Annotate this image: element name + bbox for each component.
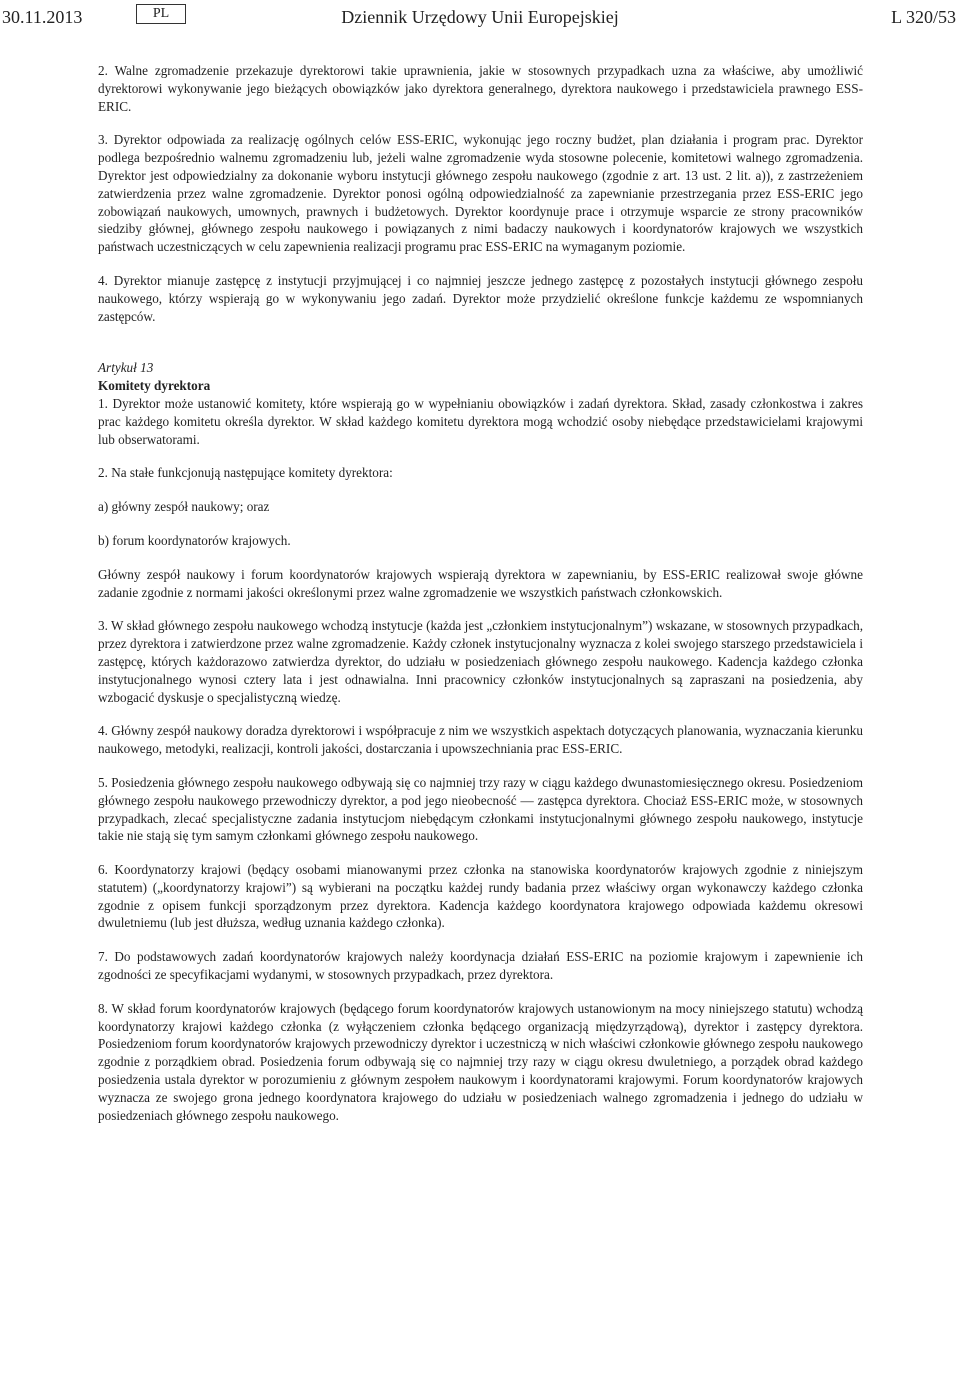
- paragraph-4: 4. Dyrektor mianuje zastępcę z instytucji przyjmującej i co najmniej jeszcze jednego zastępcę z pozostałych instytucji głównego zespołu naukowego, którzy wspierają go w wykonywaniu jego zadań. Dyrektor może przydzielić określone funkcje każdemu ze wspomnianych zastępców.: [98, 272, 863, 324]
- publication-date: 30.11.2013: [2, 7, 83, 27]
- article-title: Komitety dyrektora: [98, 378, 211, 394]
- article-paragraph-5: 5. Posiedzenia głównego zespołu naukowego odbywają się co najmniej trzy razy w ciągu każdego dwunastomiesięcznego okresu. Posiedzeniom głównego zespołu naukowego przewodniczy dyrektor, a pod jego nieobecność — zastępca dyrektora. Chociaż ESS-ERIC może, w stosownych przypadkach, zlecać specjalistyczne zadania instytucjom niebędącym członkami instytucjonalnymi głównego zespołu naukowego, instytucje takie nie stają się tym samym członkami głównego zespołu naukowego.: [98, 774, 863, 844]
- document-body: [98, 62, 863, 1124]
- article-paragraph-8: 8. W skład forum koordynatorów krajowych (będącego forum koordynatorów krajowych ustanowionym na mocy niniejszego statutu) wchodzą koordynatorzy krajowi każdego członka (z wyłączeniem członka będącego organizacją międzyrządową), dyrektor i zastępcy dyrektora. Posiedzeniom forum koordynatorów krajowych przewodniczy dyrektor i uczestniczą w nich właściwi członkowie głównego zespołu naukowego zgodnie z porządkiem obrad. Posiedzenia forum odbywają się co najmniej trzy razy w ciągu okresu dwuletniego, a porządek obrad każdego posiedzenia ustala dyrektor w porozumieniu z głównym zespołem naukowym i koordynatorami krajowymi. Forum koordynatorów krajowych wyznacza ze swojego grona jednego koordynatora krajowego do udziału w posiedzeniach walnego zgromadzenia i jednego do udziału w posiedzeniach głównego zespołu naukowego.: [98, 1000, 863, 1123]
- paragraph-2: 2. Walne zgromadzenie przekazuje dyrektorowi takie uprawnienia, jakie w stosownych przypadkach uzna za właściwe, aby umożliwić dyrektorowi wykonywanie jego bieżących obowiązków jako dyrektora generalnego, dyrektora naukowego i przedstawiciela prawnego ESS-ERIC.: [98, 63, 863, 114]
- article-paragraph-4: 4. Główny zespół naukowy doradza dyrektorowi i współpracuje z nim we wszystkich aspektach dotyczących planowania, wyznaczania kierunku naukowego, metodyki, realizacji, kontroli jakości, dostarczania i upowszechniania prac ESS-ERIC.: [98, 723, 863, 757]
- paragraph-3: 3. Dyrektor odpowiada za realizację ogólnych celów ESS-ERIC, wykonując jego roczny budżet, plan działania i program prac. Dyrektor podlega bezpośrednio walnemu zgromadzeniu lub, jeżeli walne zgromadzenie wyda stosowne polecenie, komitetowi walnego zgromadzenia. Dyrektor jest odpowiedzialny za dokonanie wyboru instytucji głównego zespołu naukowego (zgodnie z art. 13 ust. 2 lit. a)), z zastrzeżeniem zatwierdzenia przez walne zgromadzenie. Dyrektor ponosi ogólną odpowiedzialność za zapewnianie przestrzegania przez ESS-ERIC jego zobowiązań naukowych, umownych, prawnych i budżetowych. Dyrektor koordynuje prace i otrzymuje wsparcie ze strony pracowników siedziby głównej, głównego zespołu naukowego i powiązanych z nimi badaczy naukowych i koordynatorów krajowych we wszystkich państwach uczestniczących w celu zapewnienia realizacji programu prac ESS-ERIC na wymaganym poziomie.: [98, 132, 863, 255]
- list-item-b: b) forum koordynatorów krajowych.: [98, 532, 291, 548]
- page-header: [0, 4, 960, 28]
- article-paragraph-3: 3. W skład głównego zespołu naukowego wchodzą instytucje (każda jest „członkiem instytucjonalnym”) wskazane, w stosownych przypadkach, przez dyrektora i zatwierdzone przez walne zgromadzenie. Każdy członek instytucjonalny wyznacza z kolei swojego starszego przedstawiciela i zastępcę, których każdorazowo zatwierdza dyrektor, do udziału w posiedzeniach głównego zespołu naukowego. Kadencja każdego członka instytucjonalnego wynosi cztery lata i jest odnawialna. Inni pracownicy członków instytucjonalnych są zapraszani na posiedzenia, aby wzbogacić dyskusje o specjalistyczną wiedzę.: [98, 618, 863, 705]
- article-paragraph-summary: Główny zespół naukowy i forum koordynatorów krajowych wspierają dyrektora w zapewnianiu, by ESS-ERIC realizował swoje główne zadanie zgodnie z normami jakości określonymi przez walne zgromadzenie we wszystkich państwach członkowskich.: [98, 566, 863, 600]
- article-number: Artykuł 13: [98, 360, 154, 376]
- page-reference: L 320/53: [891, 7, 956, 27]
- language-badge: PL: [136, 4, 186, 24]
- list-item-a: a) główny zespół naukowy; oraz: [98, 499, 270, 515]
- article-paragraph-2: 2. Na stałe funkcjonują następujące komitety dyrektora:: [98, 465, 393, 481]
- journal-title: Dziennik Urzędowy Unii Europejskiej: [341, 7, 619, 27]
- article-paragraph-6: 6. Koordynatorzy krajowi (będący osobami mianowanymi przez członka na stanowiska koordynatorów krajowych zgodnie z niniejszym statutem) („koordynatorzy krajowi”) są wybierani na początku każdej rundy badania przez właściwy organ wykonawczy każdego członka zgodnie z opisem funkcji sporządzonym przez dyrektora. Kadencja każdego koordynatora krajowego odpowiada każdemu okresowi dwuletniemu (lub jest dłuższa, według uznania każdego członka).: [98, 862, 863, 931]
- article-paragraph-7: 7. Do podstawowych zadań koordynatorów krajowych należy koordynacja działań ESS-ERIC na poziomie krajowym i zapewnienie ich zgodności ze specyfikacjami wydanymi, w stosownych przypadkach, przez dyrektora.: [98, 949, 863, 983]
- article-paragraph-1: 1. Dyrektor może ustanowić komitety, które wspierają go w wypełnianiu obowiązków i zadań dyrektora. Skład, zasady członkostwa i zakres prac każdego komitetu określa dyrektor. W skład każdego komitetu dyrektora mogą wchodzić osoby niebędące przedstawicielami krajowymi lub obserwatorami.: [98, 395, 863, 447]
